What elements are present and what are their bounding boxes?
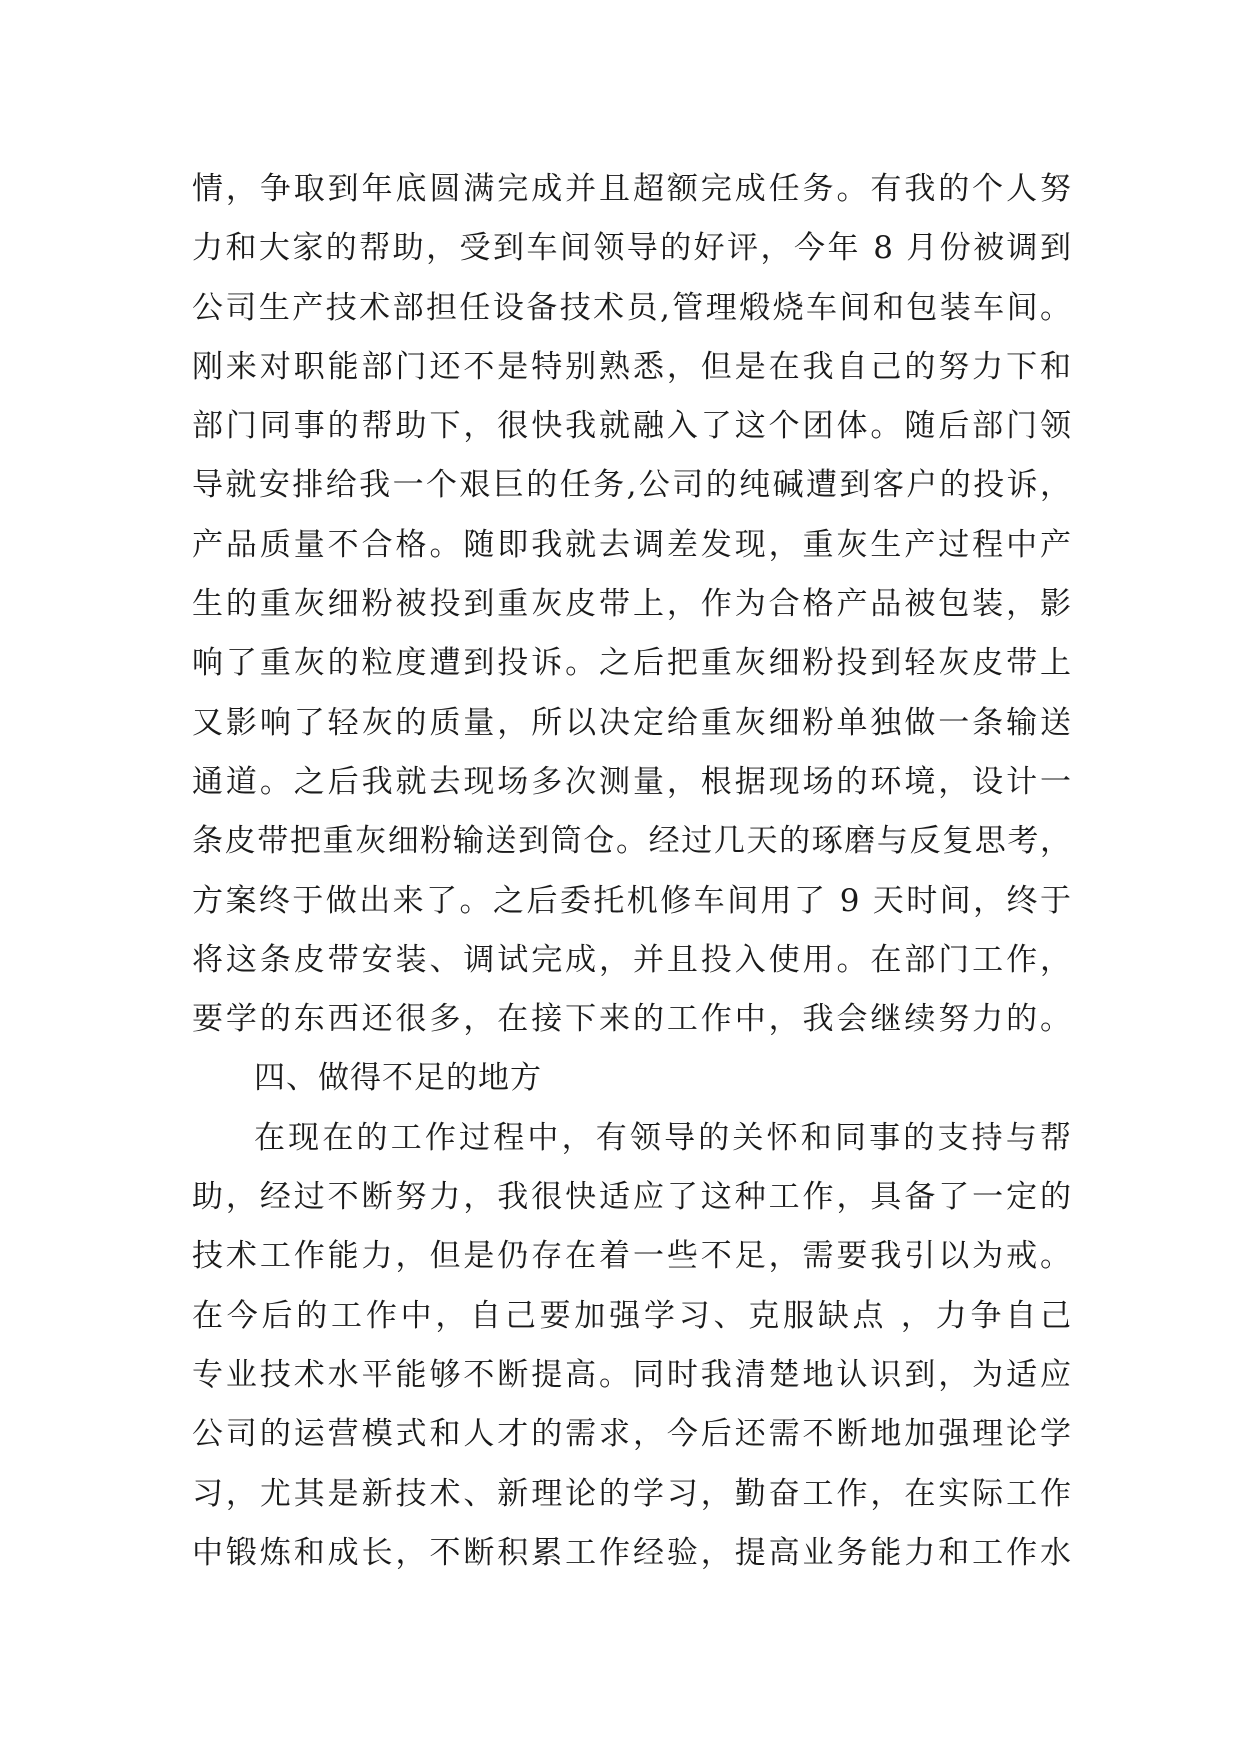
paragraph-first-line: 在现在的工作过程中，有领导的关怀和同事的支持与帮 — [254, 1119, 1072, 1156]
text-line: 条皮带把重灰细粉输送到筒仓。经过几天的琢磨与反复思考， — [192, 823, 1072, 860]
section-heading: 四、做得不足的地方 — [254, 1060, 542, 1097]
text-line: 产品质量不合格。随即我就去调差发现，重灰生产过程中产 — [192, 526, 1072, 563]
text-line: 技术工作能力，但是仍存在着一些不足，需要我引以为戒。 — [192, 1238, 1072, 1275]
text-line: 在今后的工作中，自己要加强学习、克服缺点 ，力争自己 — [192, 1297, 1072, 1334]
text-line: 公司生产技术部担任设备技术员,管理煅烧车间和包装车间。 — [192, 289, 1072, 326]
text-line: 导就安排给我一个艰巨的任务,公司的纯碱遭到客户的投诉， — [192, 467, 1072, 504]
document-body — [192, 160, 1072, 1583]
text-line: 刚来对职能部门还不是特别熟悉，但是在我自己的努力下和 — [192, 348, 1072, 385]
text-line: 中锻炼和成长，不断积累工作经验，提高业务能力和工作水 — [192, 1534, 1072, 1571]
text-line: 部门同事的帮助下，很快我就融入了这个团体。随后部门领 — [192, 408, 1072, 445]
text-line: 方案终于做出来了。之后委托机修车间用了 9 天时间，终于 — [192, 882, 1072, 919]
text-line: 助，经过不断努力，我很快适应了这种工作，具备了一定的 — [192, 1179, 1072, 1216]
text-line: 习，尤其是新技术、新理论的学习，勤奋工作，在实际工作 — [192, 1475, 1072, 1512]
text-line: 情，争取到年底圆满完成并且超额完成任务。有我的个人努 — [192, 171, 1072, 207]
text-line: 生的重灰细粉被投到重灰皮带上，作为合格产品被包装，影 — [192, 586, 1072, 623]
text-line: 又影响了轻灰的质量，所以决定给重灰细粉单独做一条输送 — [192, 704, 1072, 741]
text-line: 要学的东西还很多，在接下来的工作中，我会继续努力的。 — [192, 1001, 1072, 1038]
text-line: 将这条皮带安装、调试完成，并且投入使用。在部门工作， — [192, 941, 1072, 978]
text-line: 公司的运营模式和人才的需求，今后还需不断地加强理论学 — [192, 1416, 1072, 1453]
text-line: 专业技术水平能够不断提高。同时我清楚地认识到，为适应 — [192, 1356, 1072, 1393]
text-line: 力和大家的帮助，受到车间领导的好评，今年 8 月份被调到 — [192, 230, 1072, 267]
text-line: 通道。之后我就去现场多次测量，根据现场的环境，设计一 — [192, 763, 1072, 800]
text-line: 响了重灰的粒度遭到投诉。之后把重灰细粉投到轻灰皮带上 — [192, 645, 1072, 682]
